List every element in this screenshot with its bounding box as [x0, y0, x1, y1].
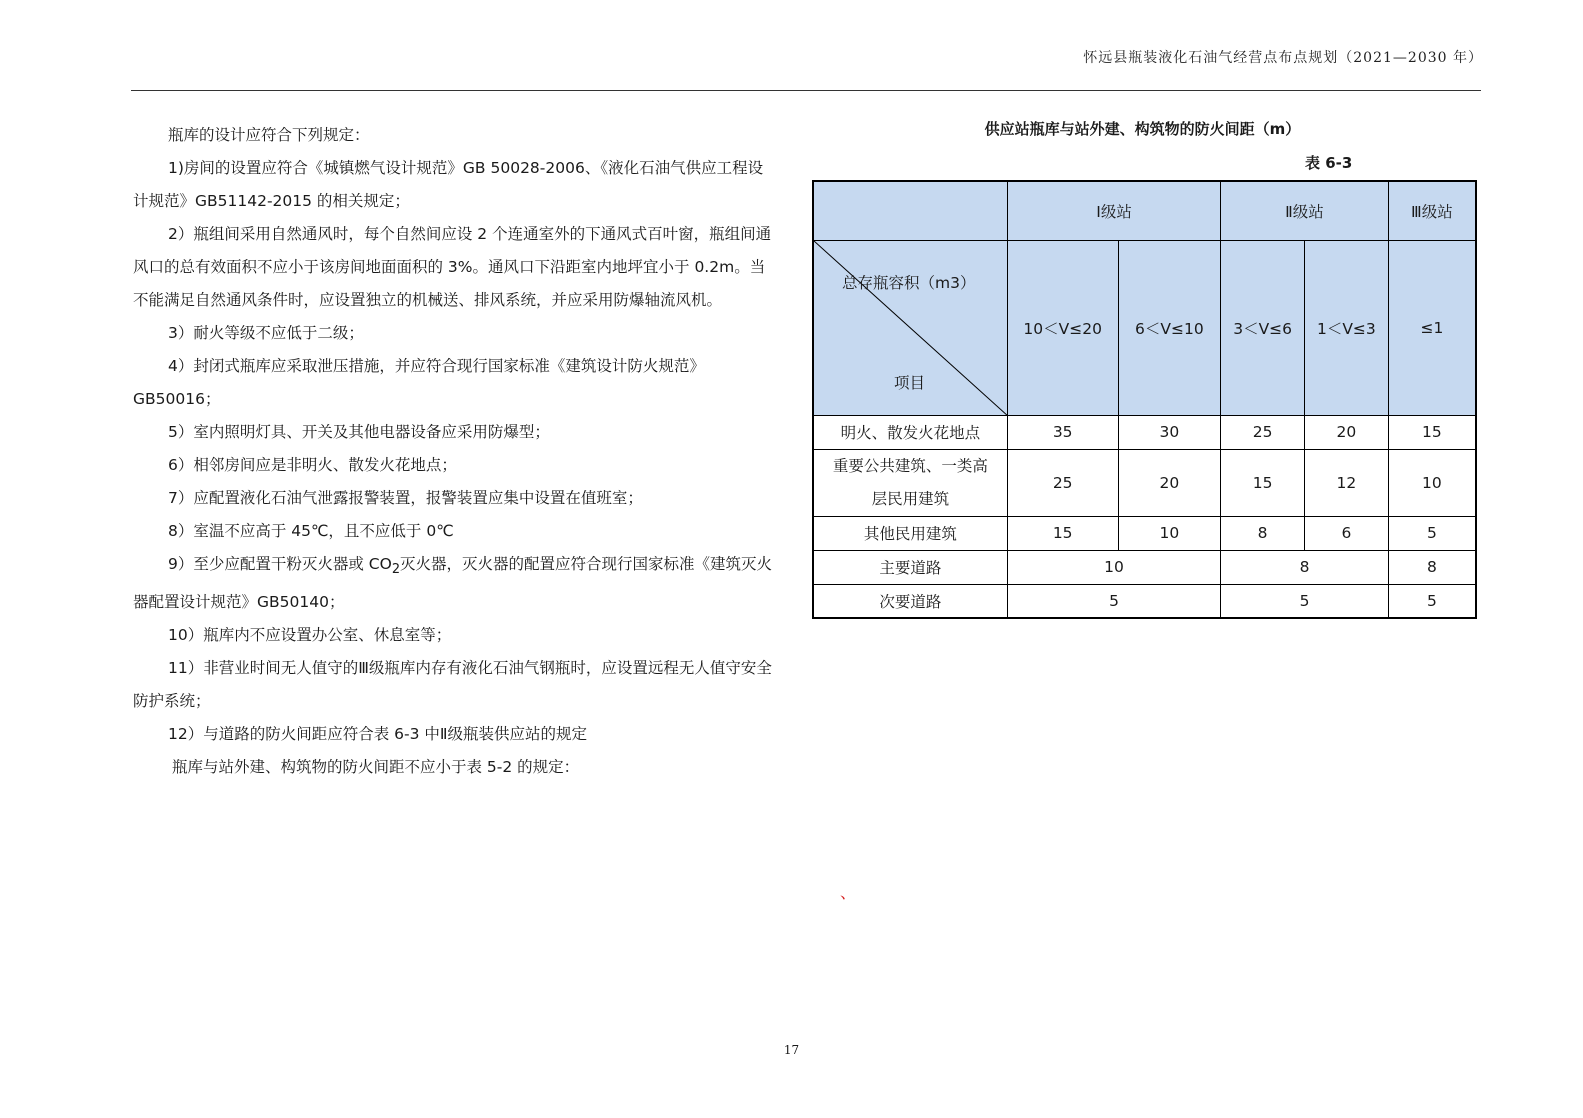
row-label: 次要道路 — [813, 584, 1007, 618]
co2-subscript: 2 — [391, 562, 401, 578]
table-cell: 6 — [1305, 516, 1389, 550]
grade-header-row — [813, 181, 1476, 240]
list-item: 5）室内照明灯具、开关及其他电器设备应采用防爆型； — [168, 423, 550, 441]
table-cell: 20 — [1118, 449, 1221, 516]
table-cell: 5 — [1007, 584, 1220, 618]
table-cell: 10 — [1007, 550, 1220, 584]
table-cell: 25 — [1221, 415, 1305, 449]
header-divider — [131, 90, 1481, 91]
table-title: 供应站瓶库与站外建、构筑物的防火间距（m） — [984, 120, 1301, 138]
table-cell: 8 — [1221, 516, 1305, 550]
stray-mark: 、 — [840, 883, 857, 902]
corner-cell — [813, 181, 1007, 240]
table-cell: 12 — [1305, 449, 1389, 516]
volume-header: 1＜V≤3 — [1305, 240, 1389, 415]
list-item: 10）瓶库内不应设置办公室、休息室等； — [168, 626, 452, 645]
table-row — [813, 415, 1476, 449]
table-number: 表 6-3 — [1305, 154, 1353, 172]
table-cell: 30 — [1118, 415, 1221, 449]
list-item: 8）室温不应高于 45℃，且不应低于 0℃ — [168, 522, 454, 540]
table-row — [813, 584, 1476, 618]
item9-text-b: 灭火器，灭火器的配置应符合现行国家标准《建筑灭火器配置设计规范》GB50140； — [133, 555, 773, 612]
list-item: 2）瓶组间采用自然通风时，每个自然间应设 2 个连通室外的下通风式百叶窗，瓶组间通风口的总有效面积不应小于该房间地面面积的 3%。通风口下沿距室内地坪宜小于 0.2m。当不能满足自然通风条件时，应设置独立的机械送、排风系统，并应采用防爆轴流风机。 — [133, 225, 772, 309]
table-cell: 15 — [1007, 516, 1118, 550]
item9-text-a: 9）至少应配置干粉灭火器或 CO — [168, 555, 392, 573]
diagonal-top-label: 总存瓶容积（m3） — [842, 273, 976, 292]
list-item: 4）封闭式瓶库应采取泄压措施，并应符合现行国家标准《建筑设计防火规范》GB50016； — [133, 357, 705, 408]
closing-paragraph: 瓶库与站外建、构筑物的防火间距不应小于表 5-2 的规定： — [172, 758, 580, 777]
row-label: 主要道路 — [813, 550, 1007, 584]
table-cell: 8 — [1388, 550, 1476, 584]
running-header: 怀远县瓶装液化石油气经营点布点规划（2021—2030 年） — [1083, 50, 1483, 66]
fire-distance-table — [812, 180, 1477, 619]
list-item: 11）非营业时间无人值守的Ⅲ级瓶库内存有液化石油气钢瓶时，应设置远程无人值守安全防护系统； — [133, 659, 772, 711]
volume-header-row — [813, 240, 1476, 415]
intro-paragraph: 瓶库的设计应符合下列规定： — [168, 126, 370, 144]
table-cell: 8 — [1221, 550, 1389, 584]
page-number: 17 — [783, 1043, 800, 1057]
list-item-co2 — [133, 548, 773, 619]
volume-header: ≤1 — [1388, 240, 1476, 415]
table-cell: 10 — [1118, 516, 1221, 550]
table-cell: 15 — [1388, 415, 1476, 449]
grade-1-header: Ⅰ级站 — [1007, 181, 1220, 240]
diagonal-header-cell — [813, 240, 1007, 415]
list-item: 3）耐火等级不应低于二级； — [168, 324, 364, 342]
table-cell: 5 — [1388, 584, 1476, 618]
table-cell: 25 — [1007, 449, 1118, 516]
grade-3-header: Ⅲ级站 — [1388, 181, 1476, 240]
volume-header: 3＜V≤6 — [1221, 240, 1305, 415]
row-label: 明火、散发火花地点 — [813, 415, 1007, 449]
grade-2-header: Ⅱ级站 — [1221, 181, 1389, 240]
table-row — [813, 516, 1476, 550]
table-cell: 10 — [1388, 449, 1476, 516]
row-label: 其他民用建筑 — [813, 516, 1007, 550]
table-row — [813, 449, 1476, 516]
diagonal-bottom-label: 项目 — [894, 373, 926, 392]
table-row — [813, 550, 1476, 584]
volume-header: 10＜V≤20 — [1007, 240, 1118, 415]
row-label: 重要公共建筑、一类高层民用建筑 — [813, 449, 1007, 516]
list-item: 1)房间的设置应符合《城镇燃气设计规范》GB 50028-2006、《液化石油气供应工程设计规范》GB51142-2015 的相关规定； — [133, 159, 764, 210]
table-cell: 35 — [1007, 415, 1118, 449]
list-item: 12）与道路的防火间距应符合表 6-3 中Ⅱ级瓶装供应站的规定 — [168, 725, 588, 744]
volume-header: 6＜V≤10 — [1118, 240, 1221, 415]
table-cell: 5 — [1221, 584, 1389, 618]
list-item: 7）应配置液化石油气泄露报警装置，报警装置应集中设置在值班室； — [168, 489, 643, 507]
table-cell: 20 — [1305, 415, 1389, 449]
list-item: 6）相邻房间应是非明火、散发火花地点； — [168, 456, 457, 474]
regulation-text — [133, 119, 773, 784]
table-cell: 15 — [1221, 449, 1305, 516]
table-cell: 5 — [1388, 516, 1476, 550]
